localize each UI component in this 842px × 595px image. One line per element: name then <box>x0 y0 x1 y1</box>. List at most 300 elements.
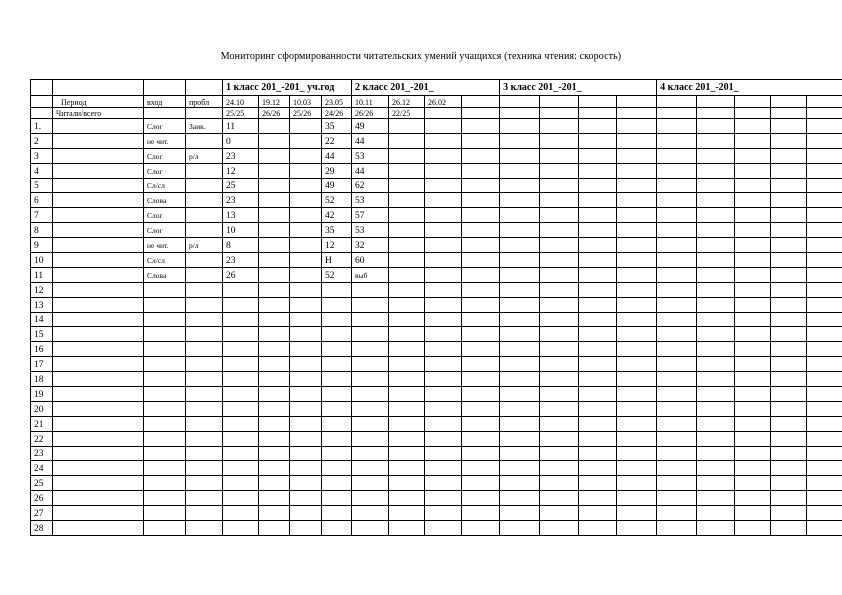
empty-cell <box>290 119 322 134</box>
score-cell <box>223 476 259 491</box>
empty-cell <box>500 491 540 506</box>
empty-cell <box>259 446 290 461</box>
empty-cell <box>735 461 771 476</box>
score-cell <box>144 506 186 521</box>
empty-cell <box>617 431 657 446</box>
score-cell <box>322 327 352 342</box>
score-cell <box>186 312 223 327</box>
empty-cell <box>500 387 540 402</box>
read-total-label: Читали/всего <box>53 107 144 119</box>
empty-cell <box>425 238 462 253</box>
score-cell <box>322 446 352 461</box>
empty-cell <box>540 446 579 461</box>
empty-cell <box>290 208 322 223</box>
empty-cell <box>807 521 842 536</box>
empty-cell <box>290 148 322 163</box>
empty-cell <box>697 119 735 134</box>
score-cell <box>352 401 389 416</box>
empty-cell <box>500 267 540 282</box>
score-cell <box>352 431 389 446</box>
score-cell: Слова <box>144 193 186 208</box>
empty-cell <box>540 416 579 431</box>
empty-cell <box>735 476 771 491</box>
empty-cell <box>540 193 579 208</box>
empty-cell <box>735 282 771 297</box>
empty-cell <box>500 372 540 387</box>
empty-cell <box>657 148 697 163</box>
empty-cell <box>735 401 771 416</box>
score-cell <box>144 282 186 297</box>
empty-cell <box>579 223 617 238</box>
score-cell <box>144 312 186 327</box>
empty-cell <box>540 282 579 297</box>
empty-cell <box>771 282 807 297</box>
score-cell: 42 <box>322 208 352 223</box>
empty-cell <box>540 208 579 223</box>
row-number: 12 <box>31 282 53 297</box>
score-cell: 25 <box>223 178 259 193</box>
empty-cell <box>735 431 771 446</box>
student-row <box>31 461 842 476</box>
empty-cell <box>500 208 540 223</box>
empty-cell <box>771 446 807 461</box>
empty-cell <box>290 163 322 178</box>
empty-cell <box>540 461 579 476</box>
empty-cell <box>807 416 842 431</box>
row-number: 8 <box>31 223 53 238</box>
empty-cell <box>579 431 617 446</box>
student-row <box>31 431 842 446</box>
empty-cell <box>735 208 771 223</box>
empty-cell <box>540 506 579 521</box>
score-cell: 12 <box>322 238 352 253</box>
student-row <box>31 416 842 431</box>
score-cell: р/л <box>186 148 223 163</box>
read-total-cell: 22/25 <box>389 107 425 119</box>
empty-cell <box>657 297 697 312</box>
score-cell <box>322 461 352 476</box>
empty-cell <box>425 506 462 521</box>
score-cell <box>322 401 352 416</box>
empty-cell <box>462 476 500 491</box>
score-cell: 44 <box>352 163 389 178</box>
score-cell <box>223 312 259 327</box>
empty-cell <box>462 387 500 402</box>
empty-cell <box>500 446 540 461</box>
score-cell <box>144 327 186 342</box>
page-title: Мониторинг сформированности читательских умений учащихся (техника чтения: скорость) <box>220 51 622 62</box>
empty-cell <box>500 178 540 193</box>
empty-cell <box>617 401 657 416</box>
empty-cell <box>500 193 540 208</box>
score-cell: Слова <box>144 267 186 282</box>
empty-cell <box>617 267 657 282</box>
empty-cell <box>389 267 425 282</box>
row-number: 22 <box>31 431 53 446</box>
empty-cell <box>389 342 425 357</box>
empty-cell <box>540 238 579 253</box>
empty-cell <box>500 119 540 134</box>
score-cell: 62 <box>352 178 389 193</box>
empty-cell <box>259 148 290 163</box>
empty-cell <box>53 208 144 223</box>
empty-cell <box>462 238 500 253</box>
empty-cell <box>389 327 425 342</box>
score-cell <box>322 506 352 521</box>
row-number: 2 <box>31 133 53 148</box>
score-cell <box>186 431 223 446</box>
empty-cell <box>425 119 462 134</box>
empty-cell <box>259 178 290 193</box>
empty-cell <box>540 476 579 491</box>
empty-cell <box>657 238 697 253</box>
student-row <box>31 238 842 253</box>
empty-cell <box>259 223 290 238</box>
empty-cell <box>53 282 144 297</box>
empty-cell <box>540 372 579 387</box>
score-cell: 29 <box>322 163 352 178</box>
score-cell <box>352 387 389 402</box>
empty-cell <box>579 387 617 402</box>
empty-cell <box>579 357 617 372</box>
empty-cell <box>53 297 144 312</box>
empty-cell <box>807 506 842 521</box>
empty-cell <box>462 357 500 372</box>
empty-cell <box>53 431 144 446</box>
empty-cell <box>500 461 540 476</box>
empty-cell <box>657 208 697 223</box>
empty-cell <box>53 238 144 253</box>
empty-cell <box>697 297 735 312</box>
row-number: 4 <box>31 163 53 178</box>
empty-cell <box>259 253 290 268</box>
empty-cell <box>807 387 842 402</box>
empty-cell <box>697 208 735 223</box>
empty-cell <box>540 133 579 148</box>
score-cell <box>223 506 259 521</box>
empty-cell <box>617 297 657 312</box>
empty-cell <box>462 431 500 446</box>
empty-cell <box>657 416 697 431</box>
empty-cell <box>579 461 617 476</box>
empty-cell <box>697 327 735 342</box>
empty-cell <box>425 401 462 416</box>
empty-cell <box>735 491 771 506</box>
empty-cell <box>771 416 807 431</box>
score-cell: выб <box>352 267 389 282</box>
empty-cell <box>617 208 657 223</box>
row-number: 18 <box>31 372 53 387</box>
empty-cell <box>389 357 425 372</box>
empty-cell <box>771 506 807 521</box>
empty-cell <box>735 327 771 342</box>
empty-cell <box>462 119 500 134</box>
score-cell <box>352 357 389 372</box>
score-cell <box>186 506 223 521</box>
empty-cell <box>540 253 579 268</box>
empty-cell <box>807 401 842 416</box>
row-number: 14 <box>31 312 53 327</box>
empty-cell <box>425 446 462 461</box>
empty-cell <box>389 521 425 536</box>
empty-cell <box>697 357 735 372</box>
empty-cell <box>500 133 540 148</box>
score-cell <box>186 163 223 178</box>
empty-cell <box>657 193 697 208</box>
empty-cell <box>579 342 617 357</box>
empty-cell <box>579 178 617 193</box>
empty-cell <box>540 297 579 312</box>
empty-cell <box>617 223 657 238</box>
empty-cell <box>697 178 735 193</box>
empty-cell <box>735 446 771 461</box>
score-cell <box>352 282 389 297</box>
empty-cell <box>579 372 617 387</box>
score-cell <box>322 297 352 312</box>
score-cell: Слог <box>144 208 186 223</box>
empty-cell <box>259 133 290 148</box>
empty-cell <box>697 521 735 536</box>
empty-cell <box>735 297 771 312</box>
score-cell: 49 <box>322 178 352 193</box>
empty-cell <box>290 476 322 491</box>
empty-cell <box>290 267 322 282</box>
empty-cell <box>389 387 425 402</box>
date-cell: 23.05 <box>322 96 352 108</box>
student-row <box>31 342 842 357</box>
empty-cell <box>657 491 697 506</box>
empty-cell <box>771 223 807 238</box>
row-number: 16 <box>31 342 53 357</box>
empty-cell <box>500 357 540 372</box>
empty-cell <box>657 267 697 282</box>
score-cell <box>223 416 259 431</box>
empty-cell <box>462 342 500 357</box>
empty-cell <box>462 446 500 461</box>
empty-cell <box>425 476 462 491</box>
empty-cell <box>259 282 290 297</box>
empty-cell <box>697 163 735 178</box>
empty-cell <box>425 372 462 387</box>
empty-cell <box>389 312 425 327</box>
student-row <box>31 297 842 312</box>
empty-cell <box>462 148 500 163</box>
empty-cell <box>389 446 425 461</box>
empty-cell <box>697 372 735 387</box>
empty-cell <box>697 342 735 357</box>
read-total-cell: 25/25 <box>223 107 259 119</box>
empty-cell <box>771 401 807 416</box>
score-cell <box>322 357 352 372</box>
empty-cell <box>425 223 462 238</box>
empty-cell <box>462 506 500 521</box>
empty-cell <box>657 342 697 357</box>
score-cell: 44 <box>322 148 352 163</box>
score-cell: 52 <box>322 193 352 208</box>
empty-cell <box>500 431 540 446</box>
score-cell: 0 <box>223 133 259 148</box>
empty-cell <box>425 208 462 223</box>
empty-cell <box>657 327 697 342</box>
empty-cell <box>771 476 807 491</box>
class1-header: 1 класс 201_-201_ уч.год <box>223 80 352 96</box>
row-number: 20 <box>31 401 53 416</box>
empty-cell <box>290 327 322 342</box>
empty-cell <box>540 148 579 163</box>
class2-header: 2 класс 201_-201_ <box>352 80 500 96</box>
student-row <box>31 506 842 521</box>
empty-cell <box>259 193 290 208</box>
date-cell: 24.10 <box>223 96 259 108</box>
empty-cell <box>771 119 807 134</box>
score-cell <box>186 223 223 238</box>
empty-cell <box>657 431 697 446</box>
empty-cell <box>579 476 617 491</box>
score-cell <box>186 342 223 357</box>
empty-cell <box>617 148 657 163</box>
empty-cell <box>617 253 657 268</box>
empty-cell <box>657 163 697 178</box>
empty-cell <box>462 133 500 148</box>
empty-cell <box>389 431 425 446</box>
score-cell: 53 <box>352 223 389 238</box>
empty-cell <box>389 133 425 148</box>
score-cell <box>144 357 186 372</box>
empty-cell <box>425 327 462 342</box>
score-cell <box>144 297 186 312</box>
empty-cell <box>771 148 807 163</box>
empty-cell <box>500 312 540 327</box>
empty-cell <box>735 267 771 282</box>
empty-cell <box>579 238 617 253</box>
score-cell <box>144 431 186 446</box>
row-number: 17 <box>31 357 53 372</box>
empty-cell <box>53 342 144 357</box>
empty-cell <box>500 476 540 491</box>
score-cell <box>352 342 389 357</box>
student-row <box>31 357 842 372</box>
empty-cell <box>500 401 540 416</box>
empty-cell <box>807 476 842 491</box>
empty-cell <box>657 476 697 491</box>
score-cell: Слог <box>144 223 186 238</box>
empty-cell <box>697 506 735 521</box>
empty-cell <box>540 223 579 238</box>
empty-cell <box>771 342 807 357</box>
empty-cell <box>617 372 657 387</box>
empty-cell <box>771 297 807 312</box>
empty-cell <box>697 267 735 282</box>
row-number: 11 <box>31 267 53 282</box>
empty-cell <box>617 282 657 297</box>
score-cell <box>352 446 389 461</box>
score-cell <box>144 372 186 387</box>
empty-cell <box>617 476 657 491</box>
score-cell <box>144 446 186 461</box>
entry-label: вход <box>144 96 186 108</box>
row-number: 19 <box>31 387 53 402</box>
empty-cell <box>735 387 771 402</box>
empty-cell <box>807 133 842 148</box>
score-cell: 10 <box>223 223 259 238</box>
score-cell: 35 <box>322 223 352 238</box>
empty-cell <box>657 461 697 476</box>
empty-cell <box>53 476 144 491</box>
empty-cell <box>290 446 322 461</box>
student-row <box>31 208 842 223</box>
score-cell <box>223 521 259 536</box>
monitoring-table <box>30 79 842 536</box>
empty-cell <box>259 387 290 402</box>
row-number: 13 <box>31 297 53 312</box>
score-cell: 60 <box>352 253 389 268</box>
score-cell <box>352 416 389 431</box>
empty-cell <box>389 238 425 253</box>
score-cell <box>322 342 352 357</box>
empty-cell <box>617 506 657 521</box>
empty-cell <box>657 387 697 402</box>
student-row <box>31 148 842 163</box>
empty-cell <box>290 372 322 387</box>
empty-cell <box>807 223 842 238</box>
empty-cell <box>579 521 617 536</box>
empty-cell <box>807 461 842 476</box>
empty-cell <box>697 431 735 446</box>
empty-cell <box>697 461 735 476</box>
empty-cell <box>462 461 500 476</box>
empty-cell <box>290 282 322 297</box>
empty-cell <box>53 357 144 372</box>
empty-cell <box>389 491 425 506</box>
score-cell <box>322 372 352 387</box>
empty-cell <box>807 297 842 312</box>
problem-label: пробл <box>186 96 223 108</box>
read-total-cell: 26/26 <box>259 107 290 119</box>
score-cell <box>352 372 389 387</box>
empty-cell <box>697 282 735 297</box>
student-row <box>31 372 842 387</box>
student-row <box>31 163 842 178</box>
empty-cell <box>53 163 144 178</box>
empty-cell <box>617 342 657 357</box>
empty-cell <box>290 521 322 536</box>
score-cell <box>223 282 259 297</box>
empty-cell <box>462 491 500 506</box>
empty-cell <box>259 491 290 506</box>
score-cell: 12 <box>223 163 259 178</box>
score-cell <box>186 387 223 402</box>
empty-cell <box>462 178 500 193</box>
row-number: 25 <box>31 476 53 491</box>
score-cell <box>352 461 389 476</box>
empty-cell <box>259 506 290 521</box>
date-cell: 26.12 <box>389 96 425 108</box>
empty-cell <box>735 163 771 178</box>
empty-cell <box>290 461 322 476</box>
empty-cell <box>462 521 500 536</box>
class3-header: 3 класс 201_-201_ <box>500 80 657 96</box>
empty-cell <box>389 401 425 416</box>
empty-cell <box>735 342 771 357</box>
empty-cell <box>807 119 842 134</box>
score-cell: Заик. <box>186 119 223 134</box>
score-cell <box>223 446 259 461</box>
score-cell <box>352 312 389 327</box>
empty-cell <box>389 193 425 208</box>
empty-cell <box>617 178 657 193</box>
empty-cell <box>657 372 697 387</box>
score-cell: Н <box>322 253 352 268</box>
